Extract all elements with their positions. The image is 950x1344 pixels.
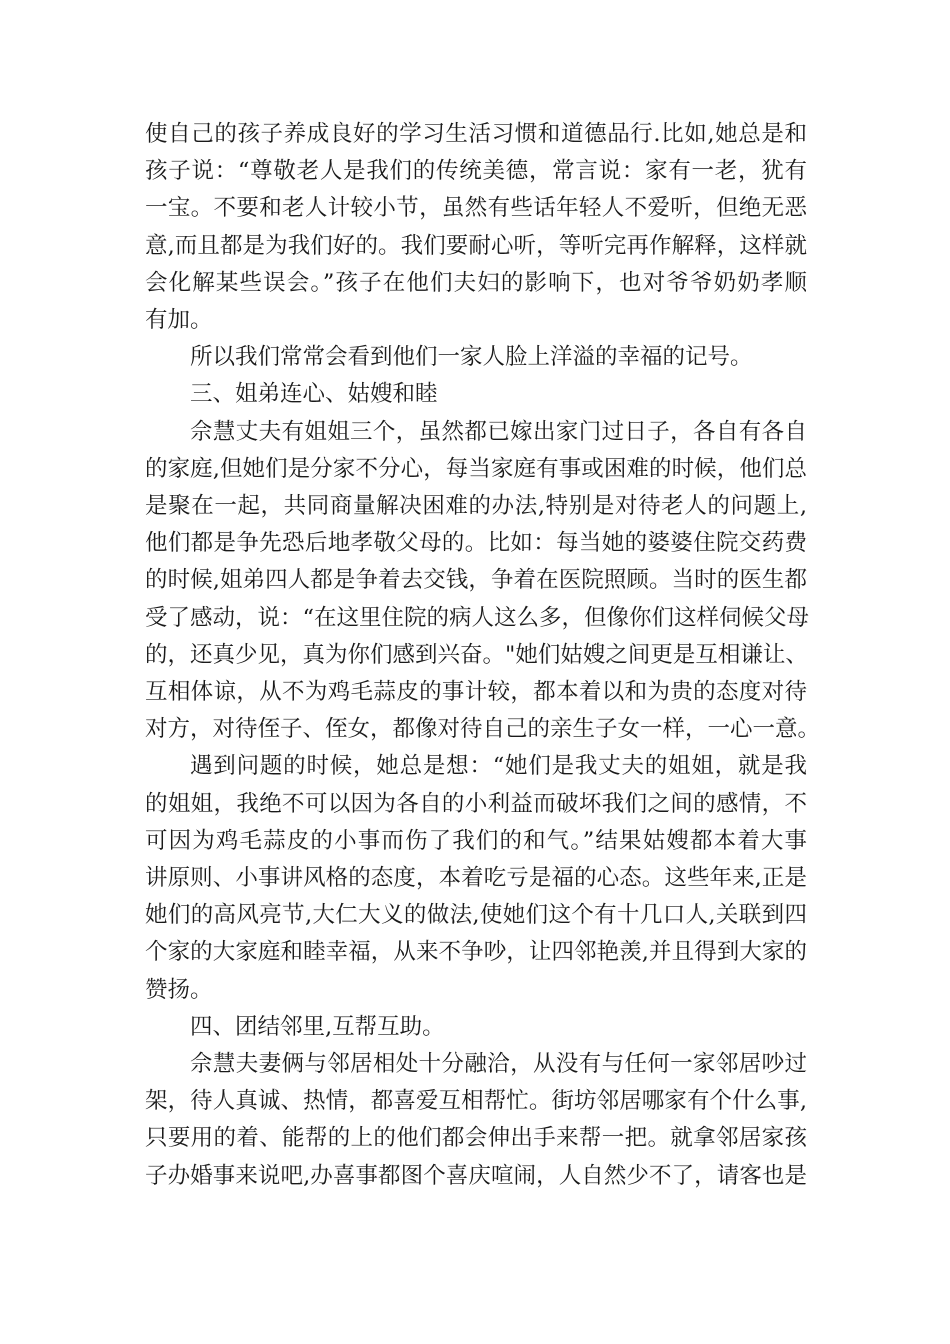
text-line: 使自己的孩子养成良好的学习生活习惯和道德品行.比如,她总是和	[145, 121, 807, 147]
text-line: 的姐姐，我绝不可以因为各自的小利益而破坏我们之间的感情，不	[145, 790, 807, 817]
text-line: 佘慧丈夫有姐姐三个，虽然都已嫁出家门过日子，各自有各自	[190, 418, 807, 445]
text-line: 对方，对待侄子、侄女，都像对待自己的亲生子女一样，一心一意。	[145, 716, 821, 743]
text-line: 他们都是争先恐后地孝敬父母的。比如：每当她的婆婆住院交药费	[145, 530, 807, 557]
paragraph-p7	[145, 1046, 807, 1195]
text-line: 四、团结邻里,互帮互助。	[190, 1013, 445, 1040]
text-line: 的，还真少见，真为你们感到兴奋。"她们姑嫂之间更是互相谦让、	[145, 641, 808, 668]
paragraph-p3	[145, 376, 807, 413]
text-line: 可因为鸡毛蒜皮的小事而伤了我们的和气。”结果姑嫂都本着大事	[145, 827, 807, 854]
text-line: 受了感动，说：“在这里住院的病人这么多，但像你们这样伺候父母	[145, 604, 810, 631]
paragraph-p5	[145, 748, 807, 1008]
text-line: 只要用的着、能帮的上的他们都会伸出手来帮一把。就拿邻居家孩	[145, 1125, 807, 1152]
paragraph-p2	[145, 339, 807, 376]
text-line: 三、姐弟连心、姑嫂和睦	[190, 381, 438, 408]
text-line: 互相体谅，从不为鸡毛蒜皮的事计较，都本着以和为贵的态度对待	[145, 679, 807, 706]
text-line: 是聚在一起，共同商量解决困难的办法,特别是对待老人的问题上,	[145, 493, 807, 520]
text-line: 所以我们常常会看到他们一家人脸上洋溢的幸福的记号。	[190, 344, 753, 371]
text-line: 架，待人真诚、热情，都喜爱互相帮忙。街坊邻居哪家有个什么事,	[145, 1088, 807, 1115]
text-line: 意,而且都是为我们好的。我们要耐心听，等听完再作解释，这样就	[145, 232, 807, 259]
text-line: 有加。	[145, 307, 213, 334]
text-line: 佘慧夫妻俩与邻居相处十分融洽，从没有与任何一家邻居吵过	[190, 1051, 807, 1078]
text-line: 的家庭,但她们是分家不分心，每当家庭有事或困难的时候，他们总	[145, 455, 807, 482]
text-line: 赞扬。	[145, 976, 213, 1003]
text-line: 她们的高风亮节,大仁大义的做法,使她们这个有十几口人,关联到四	[145, 902, 807, 929]
text-line: 会化解某些误会。”孩子在他们夫妇的影响下，也对爷爷奶奶孝顺	[145, 269, 807, 296]
text-line: 个家的大家庭和睦幸福，从来不争吵，让四邻艳羡,并且得到大家的	[145, 939, 807, 966]
paragraph-p4	[145, 414, 821, 749]
text-line: 的时候,姐弟四人都是争着去交钱，争着在医院照顾。当时的医生都	[145, 567, 807, 594]
text-line: 子办婚事来说吧,办喜事都图个喜庆喧闹，人自然少不了，请客也是	[145, 1162, 807, 1189]
text-line: 孩子说：“尊敬老人是我们的传统美德，常言说：家有一老，犹有	[145, 158, 807, 185]
text-line: 讲原则、小事讲风格的态度，本着吃亏是福的心态。这些年来,正是	[145, 865, 807, 892]
document-page	[145, 116, 821, 1195]
paragraph-p6	[145, 1009, 807, 1046]
text-line: 一宝。不要和老人计较小节，虽然有些话年轻人不爱听，但绝无恶	[145, 195, 807, 222]
paragraph-p1	[145, 116, 807, 339]
text-line: 遇到问题的时候，她总是想：“她们是我丈夫的姐姐，就是我	[190, 753, 807, 780]
